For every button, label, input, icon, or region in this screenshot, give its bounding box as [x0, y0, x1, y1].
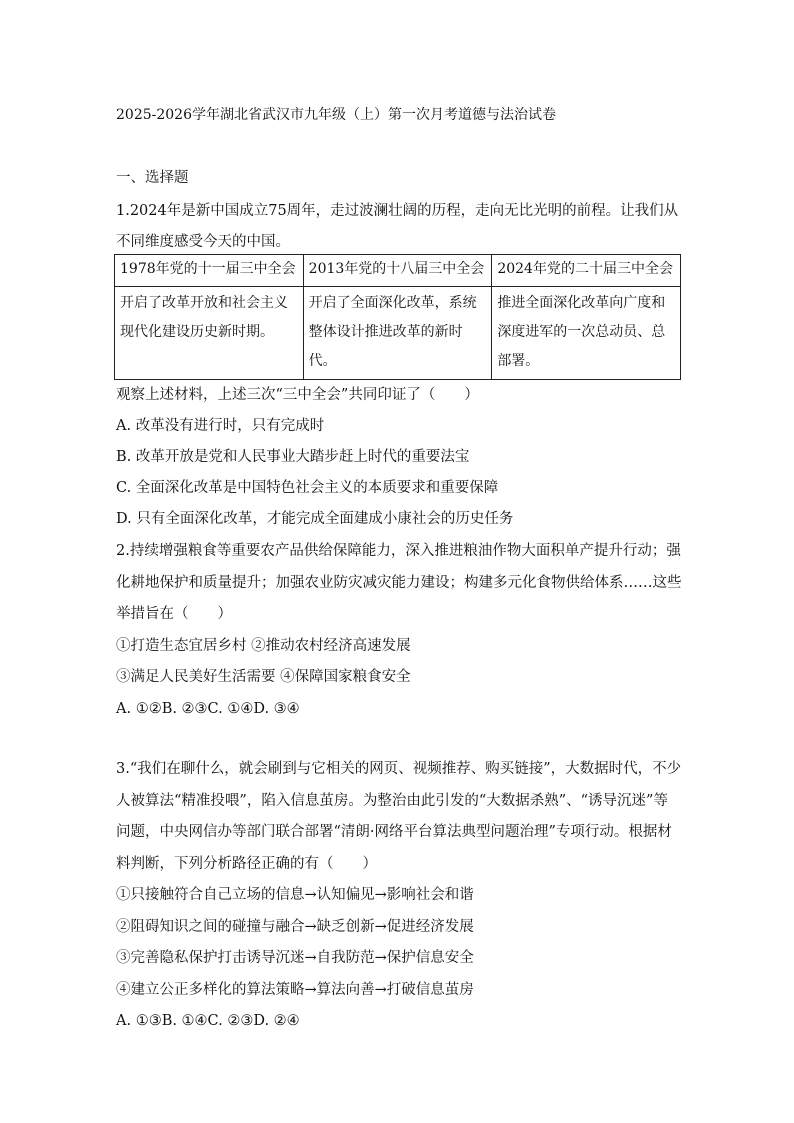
question-1-body	[116, 380, 682, 535]
table-header-cell: 1978年党的十一届三中全会	[115, 255, 304, 287]
question-3	[116, 754, 682, 1038]
exam-title: 2025-2026学年湖北省武汉市九年级（上）第一次月考道德与法治试卷	[116, 107, 556, 123]
statement-line: ②阻碍知识之间的碰撞与融合→缺乏创新→促进经济发展	[116, 918, 474, 935]
table-header-row	[115, 255, 681, 287]
question-1-stem: 1.2024年是新中国成立75周年，走过波澜壮阔的历程，走向无比光明的前程。让我们从不同维度感受今天的中国。	[116, 203, 679, 250]
table-header-cell: 2024年党的二十届三中全会	[492, 255, 681, 287]
table-header-cell: 2013年党的十八届三中全会	[303, 255, 492, 287]
answer-options: A. ①③B. ①④C. ②③D. ②④	[116, 1013, 300, 1029]
option-d: D. 只有全面深化改革，才能完成全面建成小康社会的历史任务	[116, 511, 514, 527]
table-cell: 推进全面深化改革向广度和深度进军的一次总动员、总部署。	[492, 287, 681, 380]
question-3-stem: 3.“我们在聊什么，就会刷到与它相关的网页、视频推荐、购买链接”，大数据时代，不少人被算法“精准投喂”，陷入信息茧房。为整治由此引发的“大数据杀熟”、“诱导沉迷”等问题，中央网信办等部门联合部署“清朗·网络平台算法典型问题治理”专项行动。根据材料判断，下列分析路径正确的有（ ）	[116, 761, 682, 872]
statement-line: ③完善隐私保护打击诱导沉迷→自我防范→保护信息安全	[116, 950, 474, 966]
question-1-prompt: 观察上述材料，上述三次“三中全会”共同印证了（ ）	[116, 387, 479, 403]
statement-line: ③满足人民美好生活需要 ④保障国家粮食安全	[116, 669, 411, 685]
option-b: B. 改革开放是党和人民事业大踏步赶上时代的重要法宝	[116, 449, 470, 465]
statement-line: ①只接触符合自己立场的信息→认知偏见→影响社会和谐	[116, 887, 474, 903]
option-c: C. 全面深化改革是中国特色社会主义的本质要求和重要保障	[116, 480, 499, 496]
statement-line: ④建立公正多样化的算法策略→算法向善→打破信息茧房	[116, 981, 474, 998]
table-row	[115, 287, 681, 380]
statement-line: ①打造生态宜居乡村 ②推动农村经济高速发展	[116, 637, 411, 654]
option-a: A. 改革没有进行时，只有完成时	[116, 418, 325, 434]
section-heading: 一、选择题	[116, 170, 189, 186]
plenary-session-table	[114, 254, 681, 380]
table-cell: 开启了全面深化改革，系统整体设计推进改革的新时代。	[303, 287, 492, 380]
answer-options: A. ①②B. ②③C. ①④D. ③④	[116, 700, 300, 717]
question-2-stem: 2.持续增强粮食等重要农产品供给保障能力，深入推进粮油作物大面积单产提升行动；强化耕地保护和质量提升；加强农业防灾减灾能力建设；构建多元化食物供给体系……这些举措旨在（ ）	[116, 543, 682, 622]
table-cell: 开启了改革开放和社会主义现代化建设历史新时期。	[115, 287, 304, 380]
question-2	[116, 536, 682, 725]
